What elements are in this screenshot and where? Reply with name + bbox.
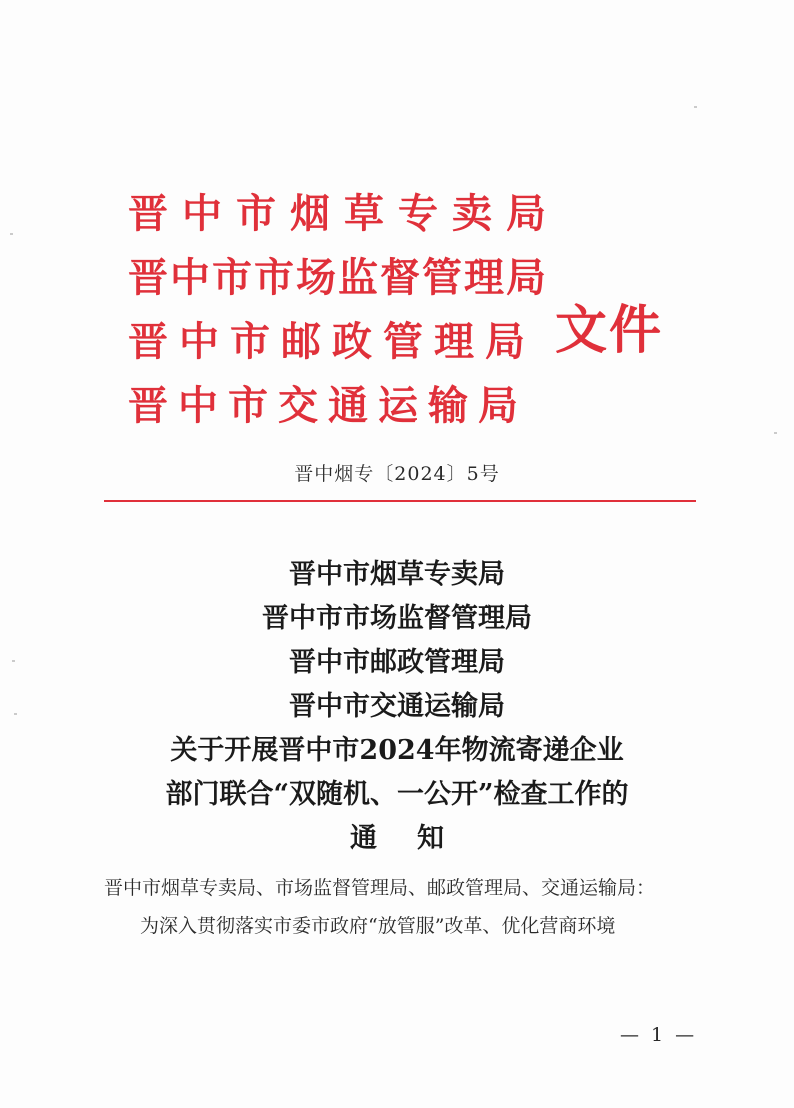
issuing-agencies bbox=[128, 188, 560, 444]
recipients-line: 晋中市烟草专卖局、市场监督管理局、邮政管理局、交通运输局： bbox=[104, 877, 656, 899]
document-number: 晋中烟专〔2024〕5号 bbox=[294, 463, 500, 485]
document-title bbox=[0, 553, 794, 861]
title-line: 晋中市邮政管理局 bbox=[289, 647, 505, 678]
page-number: — 1 — bbox=[620, 1024, 698, 1046]
document-suffix: 文件 bbox=[555, 300, 664, 361]
title-line-notice: 通知 bbox=[350, 823, 484, 854]
issuer-transport-bureau: 晋中市交通运输局 bbox=[128, 382, 528, 429]
title-line: 关于开展晋中市2024年物流寄递企业 bbox=[170, 735, 624, 766]
scan-speck bbox=[10, 233, 13, 235]
red-divider bbox=[104, 500, 696, 502]
title-line: 部门联合“双随机、一公开”检查工作的 bbox=[165, 779, 629, 810]
scan-speck bbox=[12, 660, 15, 662]
title-line: 晋中市烟草专卖局 bbox=[289, 559, 505, 590]
issuer-postal-bureau: 晋中市邮政管理局 bbox=[128, 318, 536, 365]
issuer-tobacco-bureau: 晋中市烟草专卖局 bbox=[128, 190, 560, 237]
scan-speck bbox=[694, 106, 697, 108]
title-line: 晋中市市场监督管理局 bbox=[262, 603, 532, 634]
issuer-market-supervision: 晋中市市场监督管理局 bbox=[128, 254, 548, 301]
body-paragraph: 为深入贯彻落实市委市政府“放管服”改革、优化营商环境 bbox=[140, 915, 616, 937]
scan-speck bbox=[14, 713, 17, 715]
scan-speck bbox=[774, 432, 777, 434]
title-line: 晋中市交通运输局 bbox=[289, 691, 505, 722]
